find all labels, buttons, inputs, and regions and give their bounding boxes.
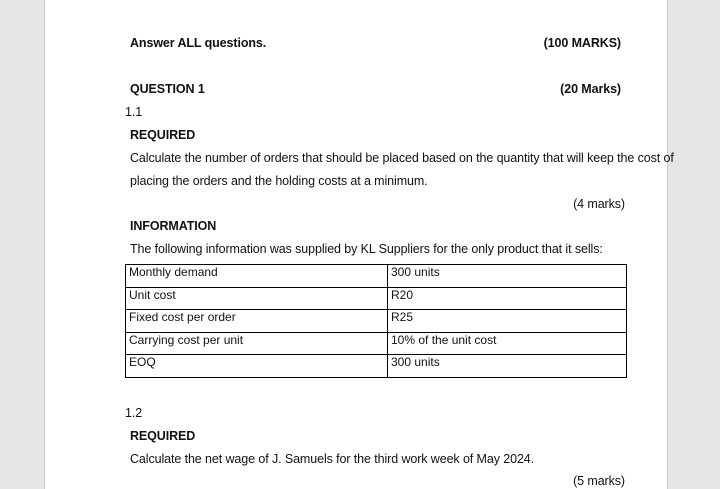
table-cell-value: R25 — [388, 310, 627, 333]
table-row — [126, 332, 627, 355]
total-marks: (100 MARKS) — [543, 36, 621, 50]
table-cell-label: Carrying cost per unit — [126, 332, 388, 355]
table-row — [126, 287, 627, 310]
part-number: 1.2 — [125, 406, 143, 420]
table-cell-label: EOQ — [126, 355, 388, 378]
required-heading: REQUIRED — [130, 128, 196, 142]
table-row — [126, 265, 627, 288]
instruction-text: Answer ALL questions. — [130, 36, 267, 50]
part-marks: (4 marks) — [573, 197, 625, 211]
question-marks: (20 Marks) — [560, 82, 621, 96]
table-cell-label: Fixed cost per order — [126, 310, 388, 333]
information-heading: INFORMATION — [130, 219, 217, 233]
part-text-line1: Calculate the number of orders that should be placed based on the quantity that will keep the cost of — [130, 151, 674, 165]
table-cell-label: Unit cost — [126, 287, 388, 310]
question-title: QUESTION 1 — [130, 82, 205, 96]
table-row — [126, 355, 627, 378]
table-cell-value: 10% of the unit cost — [388, 332, 627, 355]
part-text: Calculate the net wage of J. Samuels for the third work week of May 2024. — [130, 452, 535, 466]
table-cell-value: 300 units — [388, 265, 627, 288]
information-text: The following information was supplied by KL Suppliers for the only product that it sells: — [130, 242, 603, 256]
part-text-line2: placing the orders and the holding costs at a minimum. — [130, 174, 428, 188]
required-heading: REQUIRED — [130, 429, 196, 443]
table-row — [126, 310, 627, 333]
information-table — [125, 264, 627, 378]
table-cell-value: 300 units — [388, 355, 627, 378]
part-number: 1.1 — [125, 105, 143, 119]
table-cell-label: Monthly demand — [126, 265, 388, 288]
part-marks: (5 marks) — [573, 474, 625, 488]
table-cell-value: R20 — [388, 287, 627, 310]
